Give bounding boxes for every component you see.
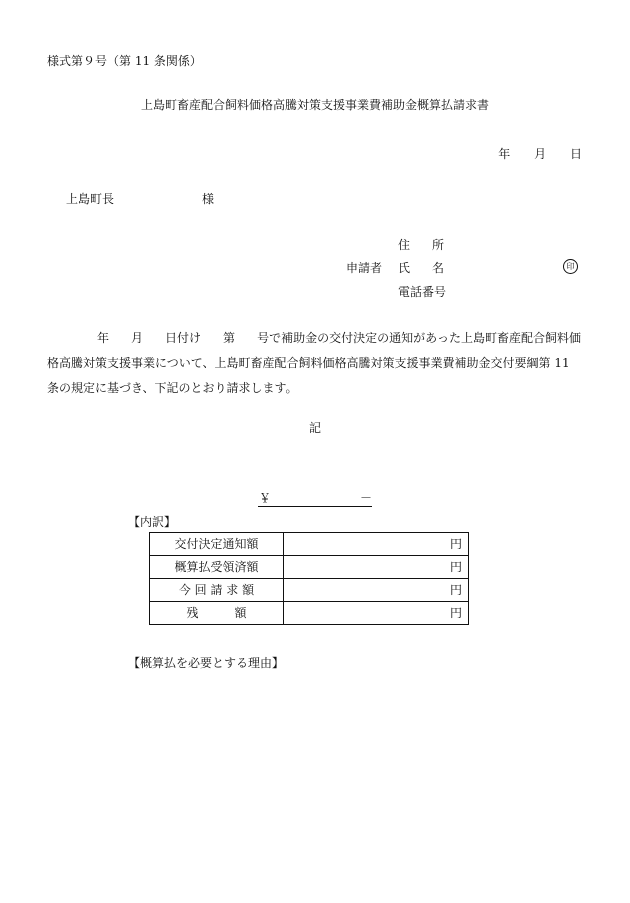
name-label <box>398 260 444 276</box>
addressee-name: 上島町長 <box>66 192 115 206</box>
applicant-label: 申請者 <box>346 261 383 275</box>
date-month: 月 <box>534 147 547 161</box>
row-value: 円 <box>284 533 469 556</box>
table-row <box>150 579 469 602</box>
document-title: 上島町畜産配合飼料価格高騰対策支援事業費補助金概算払請求書 <box>140 98 489 112</box>
body-number-prefix: 第 <box>223 331 236 345</box>
body-date-suffix: 日付け <box>165 331 202 345</box>
address-label-2: 所 <box>432 238 445 252</box>
addressee-honorific: 様 <box>202 192 215 206</box>
seal-mark: 印 <box>563 259 578 274</box>
name-label-1: 氏 <box>398 261 411 275</box>
body-month: 月 <box>131 331 144 345</box>
date-year: 年 <box>498 147 511 161</box>
name-label-2: 名 <box>432 261 445 275</box>
row-value: 円 <box>284 556 469 579</box>
row-value: 円 <box>284 602 469 625</box>
address-label-1: 住 <box>398 238 411 252</box>
row-label: 概算払受領済額 <box>150 556 284 579</box>
body-text: 号で補助金の交付決定の通知があった上島町畜産配合飼料価格高騰対策支援事業について、上島町畜産配合飼料価格高騰対策支援事業費補助金交付要綱第 11 条の規定に基づき、下記のとおり請求します。 <box>47 331 581 395</box>
body-year: 年 <box>97 331 110 345</box>
row-value: 円 <box>284 579 469 602</box>
breakdown-table <box>149 532 469 625</box>
amount-yen-mark: ￥ <box>259 491 272 505</box>
ki-heading: 記 <box>308 421 321 435</box>
table-row <box>150 556 469 579</box>
amount-dash: － <box>360 491 373 505</box>
table-row <box>150 533 469 556</box>
breakdown-heading: 【内訳】 <box>128 515 177 529</box>
row-label: 残 額 <box>150 602 284 625</box>
row-label: 今 回 請 求 額 <box>150 579 284 602</box>
row-label: 交付決定通知額 <box>150 533 284 556</box>
table-row <box>150 602 469 625</box>
form-number: 様式第９号（第 11 条関係） <box>47 54 202 68</box>
date-line <box>0 146 582 162</box>
amount-underline <box>258 490 372 507</box>
address-label <box>398 237 444 253</box>
phone-label: 電話番号 <box>398 285 447 299</box>
request-body <box>47 326 582 401</box>
reason-heading: 【概算払を必要とする理由】 <box>128 656 285 670</box>
date-day: 日 <box>569 147 582 161</box>
